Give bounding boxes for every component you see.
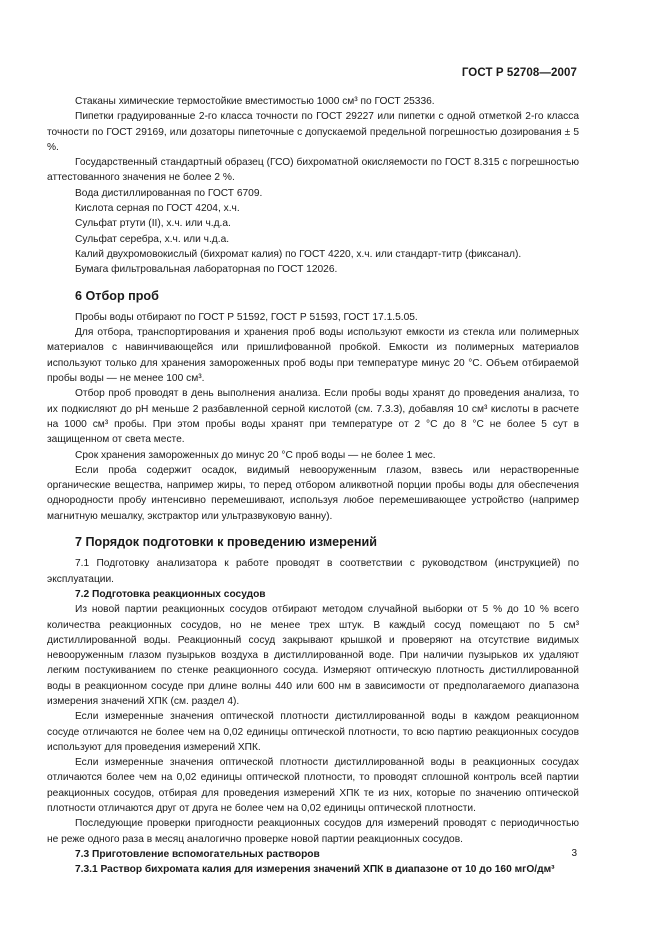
paragraph: Кислота серная по ГОСТ 4204, х.ч. [75,203,240,215]
page-number: 3 [571,848,577,859]
paragraph: Калий двухромовокислый (бихромат калия) по ГОСТ 4220, х.ч. или стандарт-титр (фиксанал). [75,248,522,260]
paragraph: Если измеренные значения оптической плотности дистиллированной воды в реакционных сосудах отличаются более чем на 0,02 единицы оптической плотности, то проводят сплошной контроль всей партии реакционных сосудов, отбирая для проведения измерений ХПК те из них, которые по значению оптической плотности отличаются друг от друга не более чем на 0,02 единицы оптической плотности. [47,757,579,815]
paragraph: Из новой партии реакционных сосудов отбирают методом случайной выборки от 5 % до 10 % всего количества реакционных сосудов, но не менее трех штук. В каждый сосуд помещают по 5 см³ дистиллированной воды. Реакционный сосуд закрывают крышкой и проверяют на отсутствие видимых невооруженным глазом пузырьков воздуха в дистиллированной воде. При наличии пузырьков их удаляют легким постукиванием по стенке реакционного сосуда. Измеряют оптическую плотность дистиллированной воды в реакционном сосуде при длине волны 440 или 600 нм в зависимости от предполагаемого диапазона измерения значений ХПК (см. раздел 4). [47,604,579,707]
paragraph: Сульфат ртути (II), х.ч. или ч.д.а. [75,218,231,230]
paragraph: Пипетки градуированные 2-го класса точности по ГОСТ 29227 или пипетки с одной отметкой 2-го класса точности по ГОСТ 29169, или дозаторы пипеточные с допускаемой предельной погрешностью дозирования ± 5 %. [47,111,579,153]
paragraph: Стаканы химические термостойкие вместимостью 1000 см³ по ГОСТ 25336. [75,96,435,107]
paragraph: Бумага фильтровальная лабораторная по ГОСТ 12026. [75,264,338,276]
paragraph: Пробы воды отбирают по ГОСТ Р 51592, ГОСТ Р 51593, ГОСТ 17.1.5.05. [75,311,418,323]
document-id-header: ГОСТ Р 52708—2007 [461,67,577,79]
page-body [47,94,579,878]
paragraph-7-1: 7.1 Подготовку анализатора к работе проводят в соответствии с руководством (инструкцией) по эксплуатации. [47,558,579,585]
section-6-heading: 6 Отбор проб [75,288,159,303]
subsection-7-2-heading: 7.2 Подготовка реакционных сосудов [75,588,266,600]
subsection-7-3-heading: 7.3 Приготовление вспомогательных растворов [75,848,320,860]
section-7-heading: 7 Порядок подготовки к проведению измерений [75,535,377,550]
paragraph: Для отбора, транспортирования и хранения проб воды используют емкости из стекла или полимерных материалов с навинчивающейся или пришлифованной пробкой. Емкости из полимерных материалов используют только для хранения замороженных проб воды при температуре минус 20 °С. Объем отбираемой пробы воды — не менее 100 см³. [47,327,579,385]
paragraph: Государственный стандартный образец (ГСО) бихроматной окисляемости по ГОСТ 8.315 с погрешностью аттестованного значения не более 2 %. [47,157,579,184]
paragraph: Срок хранения замороженных до минус 20 °С проб воды — не более 1 мес. [75,449,436,461]
subsection-7-3-1-heading: 7.3.1 Раствор бихромата калия для измерения значений ХПК в диапазоне от 10 до 160 мгО/дм³ [75,864,555,876]
paragraph: Если проба содержит осадок, видимый невооруженным глазом, взвесь или нерастворенные органические вещества, например жиры, то перед отбором аликвотной порции пробы воды для обеспечения однородности пробу интенсивно перемешивают, используя любое перемешивающее устройство (например магнитную мешалку, экстрактор или ультразвуковую ванну). [47,464,579,522]
paragraph: Сульфат серебра, х.ч. или ч.д.а. [75,233,230,245]
paragraph: Если измеренные значения оптической плотности дистиллированной воды в каждом реакционном сосуде отличаются не более чем на 0,02 единицы оптической плотности, то всю партию реакционных сосудов используют для проведения измерений ХПК. [47,711,579,753]
paragraph: Отбор проб проводят в день выполнения анализа. Если пробы воды хранят до проведения анализа, то их подкисляют до pH меньше 2 разбавленной серной кислотой (см. 7.3.3), добавляя 10 см³ кислоты в расчете на 1000 см³ пробы. При этом пробы воды хранят при температуре от 2 °С до 8 °С не более 5 сут в защищенном от света месте. [47,388,579,446]
paragraph: Вода дистиллированная по ГОСТ 6709. [75,187,263,199]
paragraph: Последующие проверки пригодности реакционных сосудов для измерений проводят с периодичностью не реже одного раза в месяц аналогично проверке новой партии реакционных сосудов. [47,818,579,845]
